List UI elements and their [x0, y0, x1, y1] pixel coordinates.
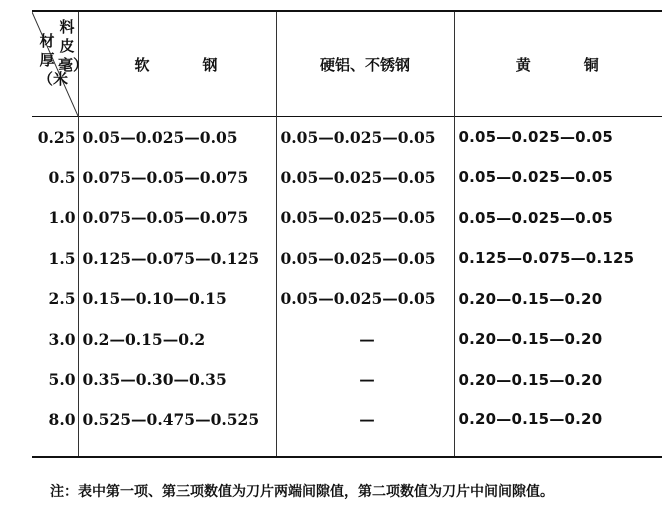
table-row [32, 198, 662, 239]
table-row [32, 238, 662, 279]
header-al-stainless: 硬铝、不锈钢 [276, 11, 454, 117]
table-row [32, 400, 662, 457]
soft-steel-cell: 0.125—0.075—0.125 [78, 238, 276, 279]
brass-cell: 0.125—0.075—0.125 [454, 238, 662, 279]
brass-cell: 0.05—0.025—0.05 [454, 157, 662, 198]
soft-steel-cell: 0.075—0.05—0.075 [78, 198, 276, 239]
al-stainless-cell: — [276, 319, 454, 360]
clearance-table [32, 10, 662, 458]
al-stainless-cell: 0.05—0.025—0.05 [276, 238, 454, 279]
thickness-cell: 1.0 [48, 208, 76, 228]
table-row [32, 117, 662, 158]
brass-cell: 0.20—0.15—0.20 [454, 360, 662, 401]
brass-cell: 0.20—0.15—0.20 [454, 400, 662, 457]
soft-steel-cell: 0.05—0.025—0.05 [78, 117, 276, 158]
table-row [32, 360, 662, 401]
al-stainless-cell: — [276, 400, 454, 457]
table-row [32, 319, 662, 360]
thickness-cell: 2.5 [48, 289, 76, 309]
brass-cell: 0.20—0.15—0.20 [454, 279, 662, 320]
table-row [32, 279, 662, 320]
thickness-cell: 0.5 [48, 167, 76, 187]
thickness-cell: 8.0 [48, 410, 76, 429]
thickness-cell: 3.0 [48, 329, 76, 349]
soft-steel-cell: 0.15—0.10—0.15 [78, 279, 276, 320]
al-stainless-cell: 0.05—0.025—0.05 [276, 117, 454, 158]
soft-steel-cell: 0.35—0.30—0.35 [78, 360, 276, 401]
thickness-cell: 5.0 [48, 370, 76, 390]
table-row [32, 157, 662, 198]
header-brass: 黄 铜 [454, 11, 662, 117]
soft-steel-cell: 0.075—0.05—0.075 [78, 157, 276, 198]
table-header-row [32, 11, 662, 117]
corner-label-thickness: 材厚（米 [38, 32, 69, 88]
al-stainless-cell: — [276, 360, 454, 401]
brass-cell: 0.05—0.025—0.05 [454, 117, 662, 158]
corner-label-material: 料皮毫） [58, 18, 89, 74]
thickness-cell: 1.5 [48, 248, 76, 268]
al-stainless-cell: 0.05—0.025—0.05 [276, 198, 454, 239]
soft-steel-cell: 0.525—0.475—0.525 [78, 400, 276, 457]
thickness-cell: 0.25 [37, 127, 76, 147]
table-note: 注：表中第一项、第三项数值为刀片两端间隙值，第二项数值为刀片中间间隙值。 [50, 484, 554, 500]
brass-cell: 0.05—0.025—0.05 [454, 198, 662, 239]
brass-cell: 0.20—0.15—0.20 [454, 319, 662, 360]
al-stainless-cell: 0.05—0.025—0.05 [276, 157, 454, 198]
soft-steel-cell: 0.2—0.15—0.2 [78, 319, 276, 360]
header-soft-steel: 软 钢 [78, 11, 276, 117]
corner-header-cell [32, 11, 89, 117]
al-stainless-cell: 0.05—0.025—0.05 [276, 279, 454, 320]
